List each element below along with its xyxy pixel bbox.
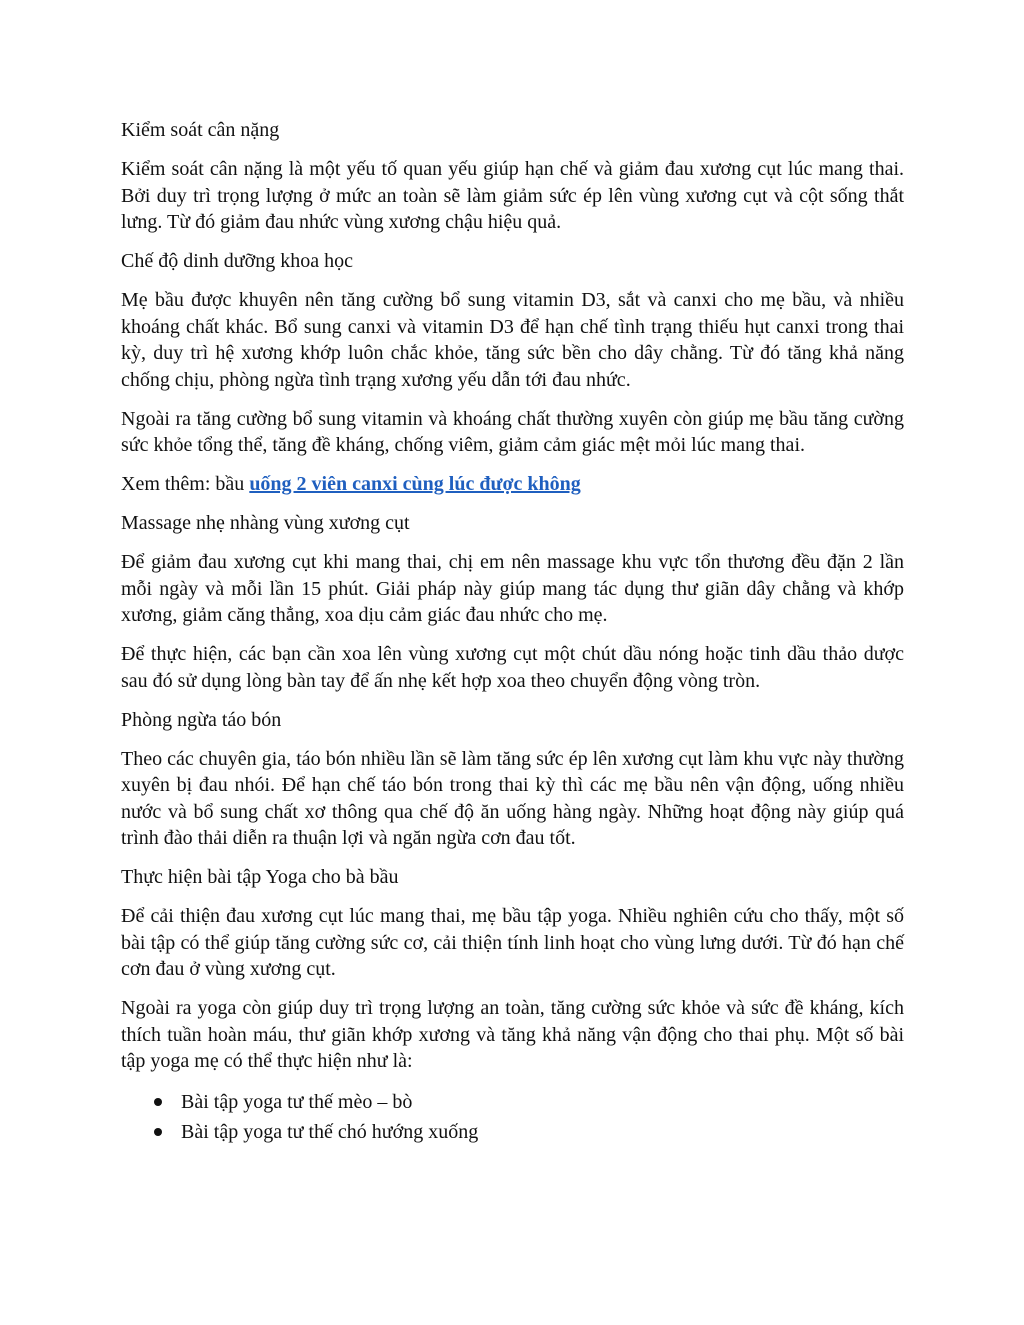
list-item — [121, 1087, 904, 1117]
paragraph-massage-1: Để giảm đau xương cụt khi mang thai, chị em nên massage khu vực tổn thương đều đặn 2 lần mỗi ngày và mỗi lần 15 phút. Giải pháp này giúp mang tác dụng thư giãn dây chằng và khớp xương, giảm căng thẳng, xoa dịu cảm giác đau nhức cho mẹ. — [121, 551, 904, 626]
list-item-text: Bài tập yoga tư thế chó hướng xuống — [181, 1121, 479, 1143]
paragraph-massage-2: Để thực hiện, các bạn cần xoa lên vùng xương cụt một chút dầu nóng hoặc tinh dầu thảo dược sau đó sử dụng lòng bàn tay để ấn nhẹ kết hợp xoa theo chuyển động vòng tròn. — [121, 643, 904, 692]
bullet-icon — [154, 1098, 162, 1106]
section-heading-constipation: Phòng ngừa táo bón — [121, 708, 282, 731]
paragraph-constipation: Theo các chuyên gia, táo bón nhiều lần sẽ làm tăng sức ép lên xương cụt làm khu vực này thường xuyên bị đau nhói. Để hạn chế táo bón trong thai kỳ thì các mẹ bầu nên vận động, uống nhiều nước và bổ sung chất xơ thông qua chế độ ăn uống hàng ngày. Những hoạt động này giúp quá trình đào thải diễn ra thuận lợi và ngăn ngừa cơn đau tốt. — [121, 747, 904, 849]
list-item-text: Bài tập yoga tư thế mèo – bò — [181, 1091, 413, 1113]
see-also-line — [121, 471, 904, 498]
paragraph-yoga-1: Để cải thiện đau xương cụt lúc mang thai, mẹ bầu tập yoga. Nhiều nghiên cứu cho thấy, một số bài tập có thể giúp tăng cường sức cơ, cải thiện tính linh hoạt cho vùng lưng dưới. Từ đó hạn chế cơn đau ở vùng xương cụt. — [121, 905, 904, 980]
paragraph-yoga-2: Ngoài ra yoga còn giúp duy trì trọng lượng an toàn, tăng cường sức khỏe và sức đề kháng, kích thích tuần hoàn máu, thư giãn khớp xương và tăng khả năng vận động cho thai phụ. Một số bài tập yoga mẹ có thể thực hiện như là: — [121, 997, 904, 1072]
document-body — [121, 117, 904, 1147]
paragraph-nutrition-1: Mẹ bầu được khuyên nên tăng cường bổ sung vitamin D3, sắt và canxi cho mẹ bầu, và nhiều khoáng chất khác. Bổ sung canxi và vitamin D3 để hạn chế tình trạng thiếu hụt canxi trong thai kỳ, duy trì hệ xương khớp luôn chắc khỏe, tăng sức bền cho dây chằng. Từ đó tăng khả năng chống chịu, phòng ngừa tình trạng xương yếu dẫn tới đau nhức. — [121, 289, 904, 391]
see-also-link[interactable]: uống 2 viên canxi cùng lúc được không — [249, 473, 581, 495]
paragraph-nutrition-2: Ngoài ra tăng cường bổ sung vitamin và khoáng chất thường xuyên còn giúp mẹ bầu tăng cường sức khỏe tổng thể, tăng đề kháng, chống viêm, giảm cảm giác mệt mỏi lúc mang thai. — [121, 407, 904, 456]
paragraph-weight-control: Kiểm soát cân nặng là một yếu tố quan yếu giúp hạn chế và giảm đau xương cụt lúc mang thai. Bởi duy trì trọng lượng ở mức an toàn sẽ làm giảm sức ép lên vùng xương cụt và cột sống thắt lưng. Từ đó giảm đau nhức vùng xương chậu hiệu quả. — [121, 158, 904, 233]
see-also-prefix: Xem thêm: bầu — [121, 473, 250, 495]
bullet-icon — [154, 1128, 162, 1136]
yoga-exercise-list — [121, 1087, 904, 1147]
section-heading-yoga: Thực hiện bài tập Yoga cho bà bầu — [121, 866, 399, 888]
section-heading-weight-control: Kiểm soát cân nặng — [121, 119, 280, 141]
section-heading-nutrition: Chế độ dinh dưỡng khoa học — [121, 250, 353, 272]
list-item — [121, 1117, 904, 1147]
section-heading-massage: Massage nhẹ nhàng vùng xương cụt — [121, 512, 410, 534]
